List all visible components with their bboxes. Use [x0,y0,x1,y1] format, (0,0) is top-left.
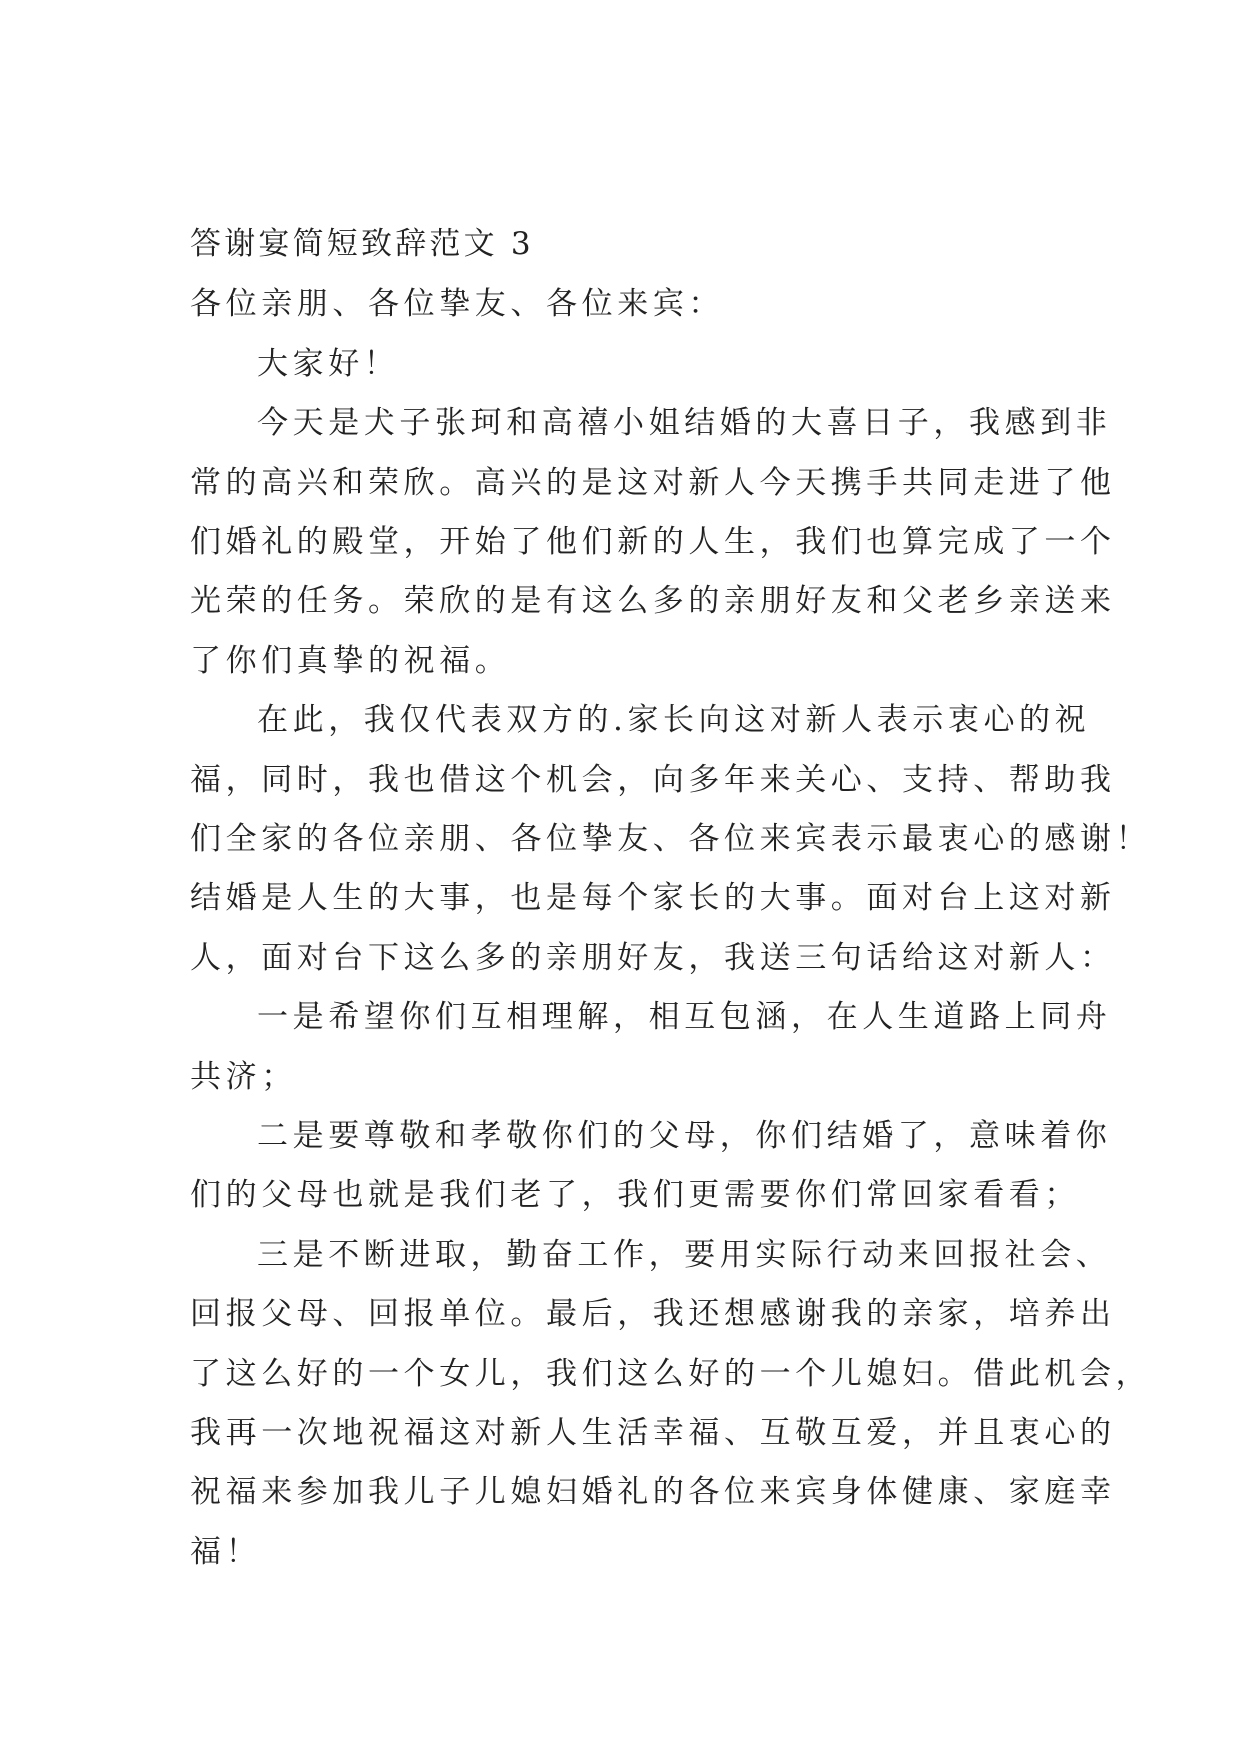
paragraph-line: 二是要尊敬和孝敬你们的父母，你们结婚了，意味着你 [257,1118,1112,1154]
paragraph-line: 回报父母、回报单位。最后，我还想感谢我的亲家，培养出 [190,1296,1116,1332]
paragraph-line: 三是不断进取，勤奋工作，要用实际行动来回报社会、 [257,1237,1112,1273]
paragraph-line: 一是希望你们互相理解，相互包涵，在人生道路上同舟 [257,999,1112,1035]
paragraph-line: 在此，我仅代表双方的.家长向这对新人表示衷心的祝 [257,702,1091,738]
paragraph-line: 我再一次地祝福这对新人生活幸福、互敬互爱，并且衷心的 [190,1415,1116,1451]
paragraph-line: 福，同时，我也借这个机会，向多年来关心、支持、帮助我 [190,762,1116,798]
salutation: 各位亲朋、各位挚友、各位来宾： [190,286,724,322]
paragraph-line: 了你们真挚的祝福。 [190,643,511,679]
document-title: 答谢宴简短致辞范文 3 [190,226,534,262]
paragraph-line: 祝福来参加我儿子儿媳妇婚礼的各位来宾身体健康、家庭幸 [190,1474,1116,1510]
paragraph-line: 共济； [190,1059,297,1095]
paragraph-line: 们婚礼的殿堂，开始了他们新的人生，我们也算完成了一个 [190,524,1116,560]
paragraph-line: 们全家的各位亲朋、各位挚友、各位来宾表示最衷心的感谢！ [190,821,1152,857]
paragraph-line: 今天是犬子张珂和高禧小姐结婚的大喜日子，我感到非 [257,405,1112,441]
paragraph-line: 福！ [190,1534,262,1570]
greeting: 大家好！ [257,346,400,382]
paragraph-line: 们的父母也就是我们老了，我们更需要你们常回家看看； [190,1177,1080,1213]
paragraph-line: 结婚是人生的大事，也是每个家长的大事。面对台上这对新 [190,880,1116,916]
paragraph-line: 人，面对台下这么多的亲朋好友，我送三句话给这对新人： [190,940,1116,976]
paragraph-line: 光荣的任务。荣欣的是有这么多的亲朋好友和父老乡亲送来 [190,583,1116,619]
paragraph-line: 常的高兴和荣欣。高兴的是这对新人今天携手共同走进了他 [190,465,1116,501]
paragraph-line: 了这么好的一个女儿，我们这么好的一个儿媳妇。借此机会， [190,1356,1152,1392]
